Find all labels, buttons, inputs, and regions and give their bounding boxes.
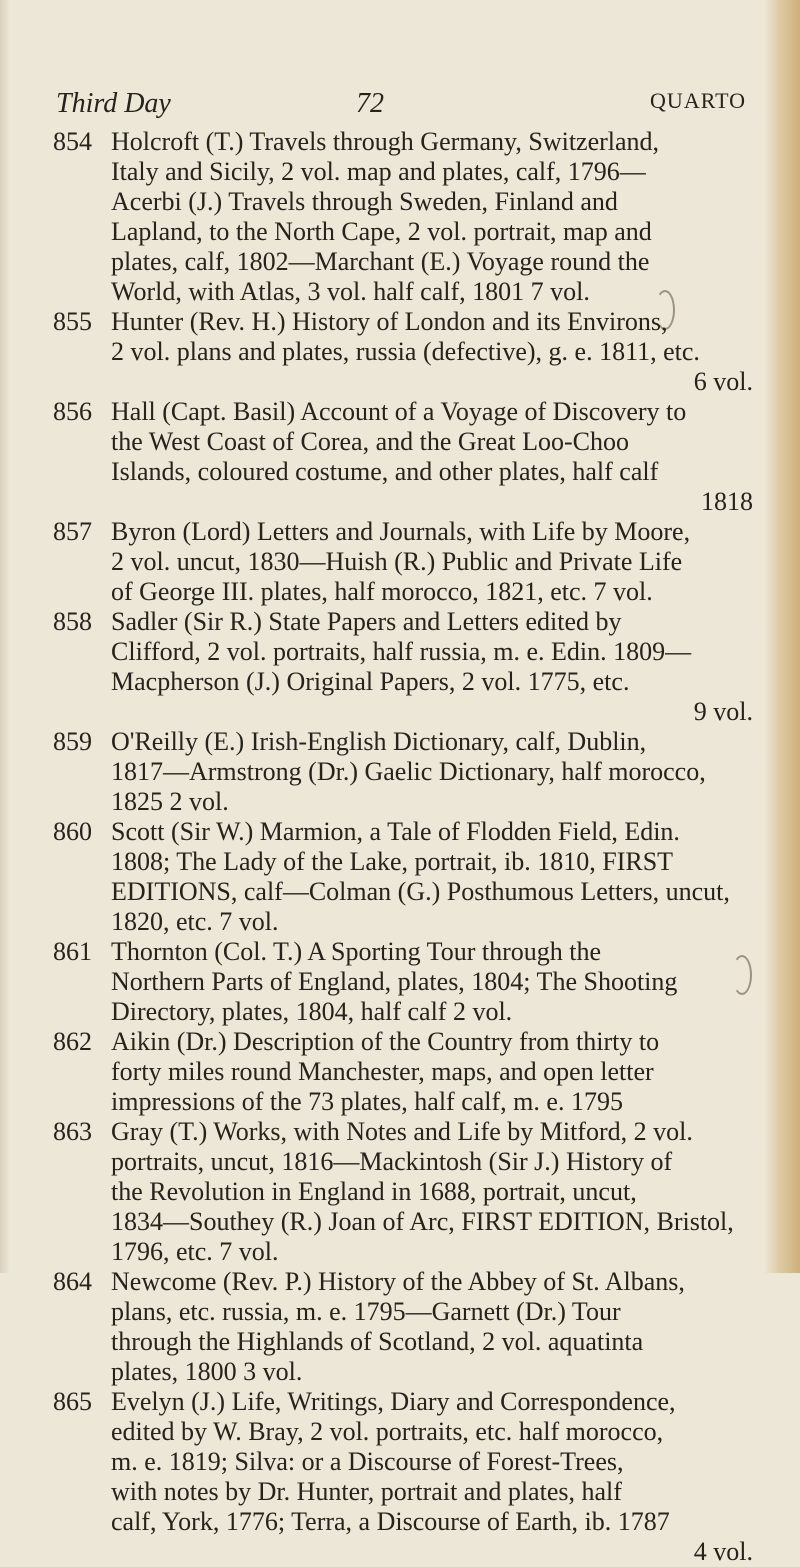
lot-number: 859: [53, 727, 92, 756]
lot-number: 865: [53, 1387, 92, 1416]
entry-line: impressions of the 73 plates, half calf, m. e. 1795: [111, 1087, 623, 1116]
entry-line: 1825 2 vol.: [111, 787, 229, 816]
entry-line: Hunter (Rev. H.) History of London and its Environs,: [111, 307, 668, 336]
entry-line: Directory, plates, 1804, half calf 2 vol.: [111, 997, 513, 1026]
entry-line: Hall (Capt. Basil) Account of a Voyage of Discovery to: [111, 397, 687, 426]
entry-line: Clifford, 2 vol. portraits, half russia, m. e. Edin. 1809—: [111, 637, 692, 666]
entry-line: 1820, etc. 7 vol.: [111, 907, 279, 936]
lot-number: 861: [53, 937, 92, 966]
entry-line: Newcome (Rev. P.) History of the Abbey of St. Albans,: [111, 1267, 685, 1296]
catalogue-entry: [53, 607, 753, 727]
catalogue-entry: [53, 817, 753, 937]
entry-volume-count: 4 vol.: [693, 1537, 753, 1566]
entry-line: Italy and Sicily, 2 vol. map and plates, calf, 1796—: [111, 157, 646, 186]
lot-number: 857: [53, 517, 92, 546]
catalogue-entry: [53, 1387, 753, 1567]
entry-line: plates, calf, 1802—Marchant (E.) Voyage round the: [111, 247, 650, 276]
entry-line: Acerbi (J.) Travels through Sweden, Finland and: [111, 187, 618, 216]
entry-line: O'Reilly (E.) Irish-English Dictionary, calf, Dublin,: [111, 727, 647, 756]
entry-line: Holcroft (T.) Travels through Germany, Switzerland,: [111, 127, 660, 156]
catalogue-entry: [53, 127, 753, 307]
entry-line: 2 vol. uncut, 1830—Huish (R.) Public and Private Life: [111, 547, 683, 576]
entry-line: Thornton (Col. T.) A Sporting Tour through the: [111, 937, 602, 966]
lot-number: 856: [53, 397, 92, 426]
catalogue-entry: [53, 517, 753, 607]
catalogue-entry: [53, 937, 753, 1027]
entry-line: 1817—Armstrong (Dr.) Gaelic Dictionary, half morocco,: [111, 757, 706, 786]
catalogue-entry: [53, 1117, 753, 1267]
entry-volume-count: 1818: [701, 487, 753, 516]
entry-line: Gray (T.) Works, with Notes and Life by Mitford, 2 vol.: [111, 1117, 693, 1146]
entry-line: Scott (Sir W.) Marmion, a Tale of Flodden Field, Edin.: [111, 817, 680, 846]
entry-line: Lapland, to the North Cape, 2 vol. portrait, map and: [111, 217, 652, 246]
entry-line: Islands, coloured costume, and other plates, half calf: [111, 457, 659, 486]
lot-number: 854: [53, 127, 92, 156]
entry-line: calf, York, 1776; Terra, a Discourse of Earth, ib. 1787: [111, 1507, 670, 1536]
entry-line: Aikin (Dr.) Description of the Country from thirty to: [111, 1027, 660, 1056]
entry-line: of George III. plates, half morocco, 1821, etc. 7 vol.: [111, 577, 653, 606]
entry-line: Byron (Lord) Letters and Journals, with Life by Moore,: [111, 517, 691, 546]
entry-line: EDITIONS, calf—Colman (G.) Posthumous Letters, uncut,: [111, 877, 730, 906]
catalogue-entry: [53, 727, 753, 817]
entry-line: with notes by Dr. Hunter, portrait and plates, half: [111, 1477, 622, 1506]
lot-number: 864: [53, 1267, 92, 1296]
page-number: 72: [356, 88, 384, 119]
catalogue-entries: [53, 127, 753, 1567]
page-edge: [764, 0, 800, 1273]
page-gutter: [0, 0, 10, 1273]
entry-line: World, with Atlas, 3 vol. half calf, 1801 7 vol.: [111, 277, 590, 306]
entry-line: 1834—Southey (R.) Joan of Arc, FIRST EDITION, Bristol,: [111, 1207, 734, 1236]
entry-line: 1808; The Lady of the Lake, portrait, ib. 1810, FIRST: [111, 847, 674, 876]
entry-line: plates, 1800 3 vol.: [111, 1357, 303, 1386]
running-title: Third Day: [56, 88, 171, 119]
entry-line: portraits, uncut, 1816—Mackintosh (Sir J.) History of: [111, 1147, 673, 1176]
entry-line: Evelyn (J.) Life, Writings, Diary and Correspondence,: [111, 1387, 676, 1416]
format-label: QUARTO: [650, 88, 746, 113]
catalogue-entry: [53, 307, 753, 397]
lot-number: 858: [53, 607, 92, 636]
entry-line: 1796, etc. 7 vol.: [111, 1237, 279, 1266]
catalogue-entry: [53, 397, 753, 517]
lot-number: 863: [53, 1117, 92, 1146]
entry-line: the Revolution in England in 1688, portrait, uncut,: [111, 1177, 637, 1206]
entry-volume-count: 9 vol.: [693, 697, 753, 726]
entry-line: the West Coast of Corea, and the Great Loo-Choo: [111, 427, 630, 456]
entry-line: through the Highlands of Scotland, 2 vol. aquatinta: [111, 1327, 644, 1356]
entry-line: edited by W. Bray, 2 vol. portraits, etc. half morocco,: [111, 1417, 664, 1446]
entry-volume-count: 6 vol.: [693, 367, 753, 396]
entry-line: Macpherson (J.) Original Papers, 2 vol. 1775, etc.: [111, 667, 630, 696]
entry-line: m. e. 1819; Silva: or a Discourse of Forest-Trees,: [111, 1447, 624, 1476]
page-header: [56, 88, 746, 122]
entry-line: Northern Parts of England, plates, 1804; The Shooting: [111, 967, 678, 996]
catalogue-entry: [53, 1267, 753, 1387]
catalogue-entry: [53, 1027, 753, 1117]
entry-line: plans, etc. russia, m. e. 1795—Garnett (Dr.) Tour: [111, 1297, 621, 1326]
lot-number: 860: [53, 817, 92, 846]
entry-line: Sadler (Sir R.) State Papers and Letters edited by: [111, 607, 622, 636]
lot-number: 855: [53, 307, 92, 336]
entry-line: forty miles round Manchester, maps, and open letter: [111, 1057, 654, 1086]
entry-line: 2 vol. plans and plates, russia (defective), g. e. 1811, etc.: [111, 337, 700, 366]
lot-number: 862: [53, 1027, 92, 1056]
